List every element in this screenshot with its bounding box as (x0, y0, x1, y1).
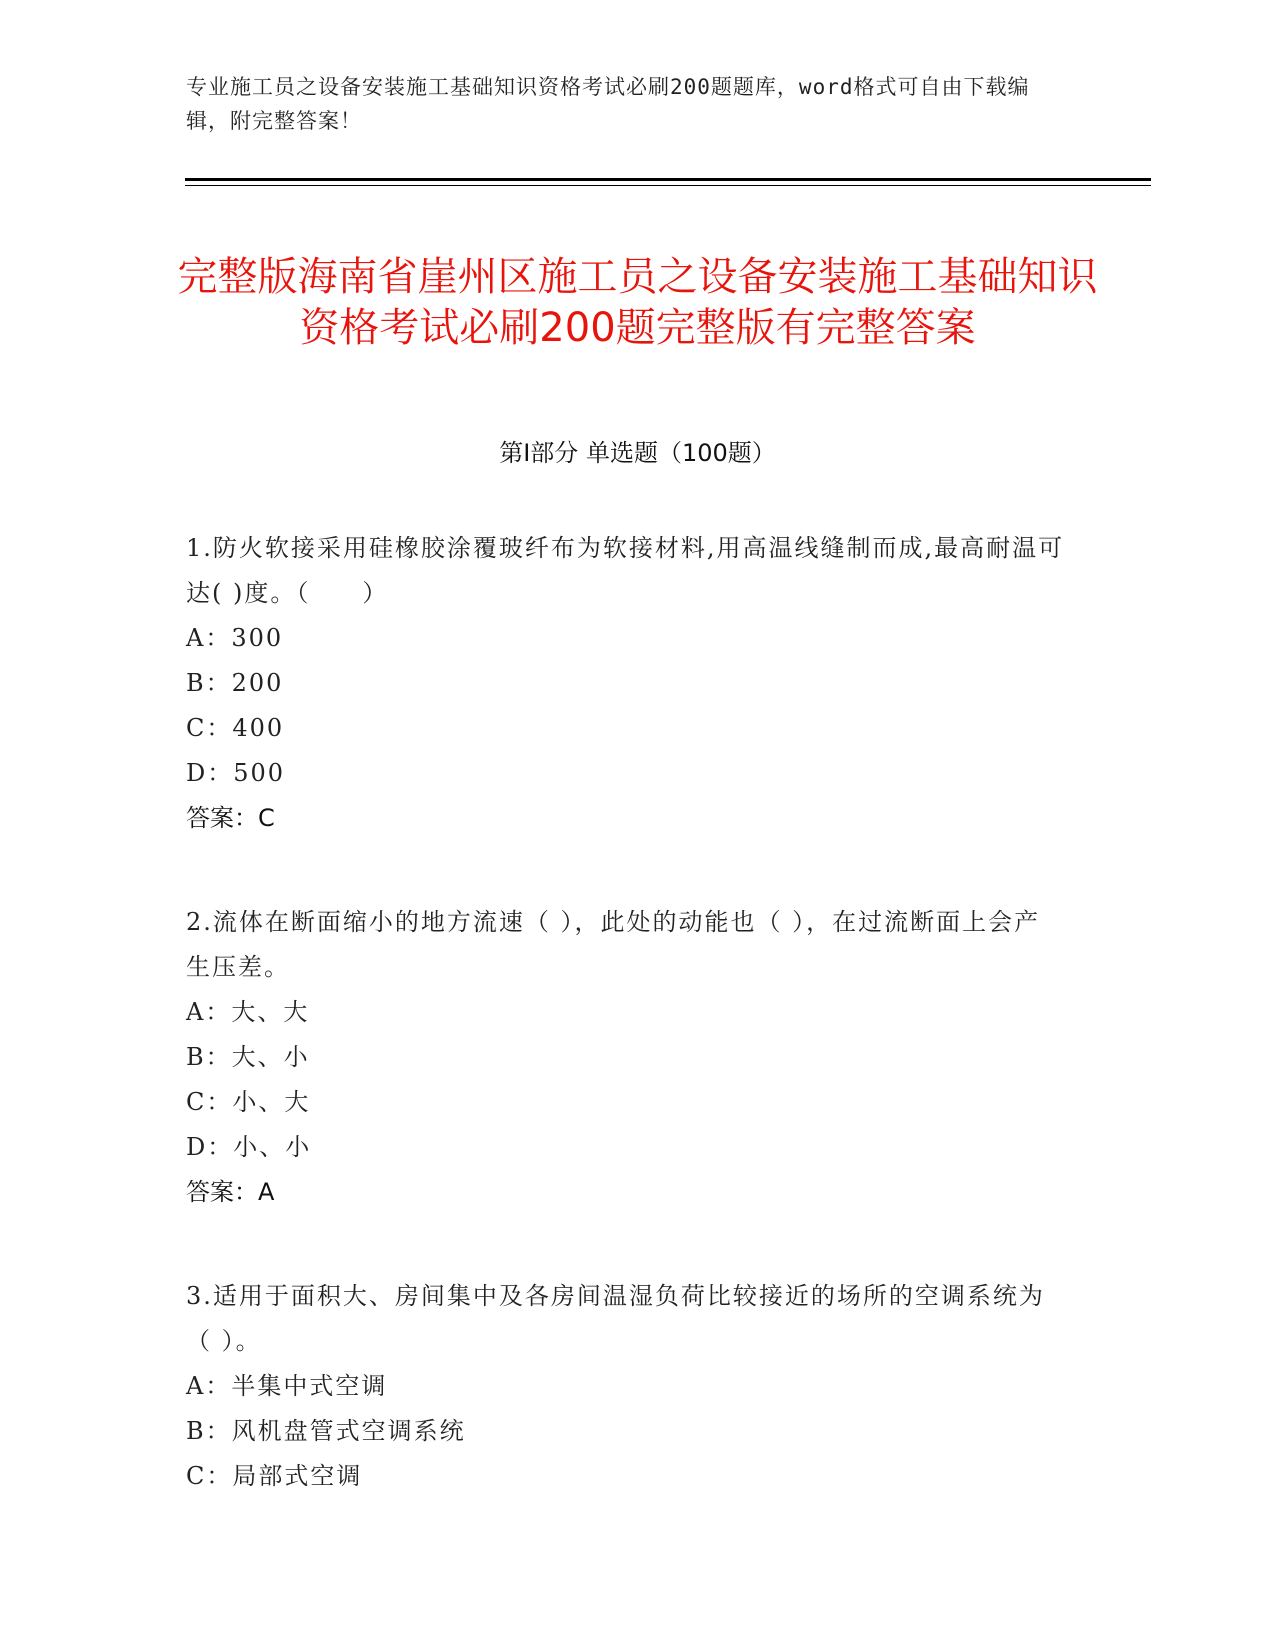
question-3 (186, 1274, 1066, 1499)
header-rule-thick (185, 178, 1151, 181)
document-title: 完整版海南省崖州区施工员之设备安装施工基础知识资格考试必刷200题完整版有完整答案 (177, 253, 1098, 351)
header-rule-thin (185, 185, 1151, 186)
option-b: B：大、小 (186, 1043, 310, 1071)
question-text: 3.适用于面积大、房间集中及各房间温湿负荷比较接近的场所的空调系统为（ ）。 (186, 1282, 1045, 1355)
option-c: C：局部式空调 (186, 1462, 363, 1490)
section-heading: 第Ⅰ部分 单选题（100题） (499, 439, 776, 467)
question-list (186, 526, 1066, 1558)
option-a: A：大、大 (186, 998, 310, 1026)
answer: 答案：A (186, 1178, 275, 1206)
option-a: A：300 (186, 624, 284, 652)
question-1 (186, 526, 1066, 841)
answer: 答案：C (186, 804, 275, 832)
option-b: B：200 (186, 669, 284, 697)
option-d: D：500 (186, 759, 286, 787)
header-note: 专业施工员之设备安装施工基础知识资格考试必刷200题题库，word格式可自由下载编辑，附完整答案！ (186, 75, 1030, 133)
question-text: 1.防火软接采用硅橡胶涂覆玻纤布为软接材料,用高温线缝制而成,最高耐温可达( )度。（ ） (186, 534, 1065, 607)
question-text: 2.流体在断面缩小的地方流速（ ），此处的动能也（ ），在过流断面上会产生压差。 (186, 908, 1041, 981)
question-2 (186, 900, 1066, 1215)
option-c: C：小、大 (186, 1088, 311, 1116)
option-a: A：半集中式空调 (186, 1372, 388, 1400)
option-c: C：400 (186, 714, 285, 742)
option-d: D：小、小 (186, 1133, 312, 1161)
option-b: B：风机盘管式空调系统 (186, 1417, 466, 1445)
